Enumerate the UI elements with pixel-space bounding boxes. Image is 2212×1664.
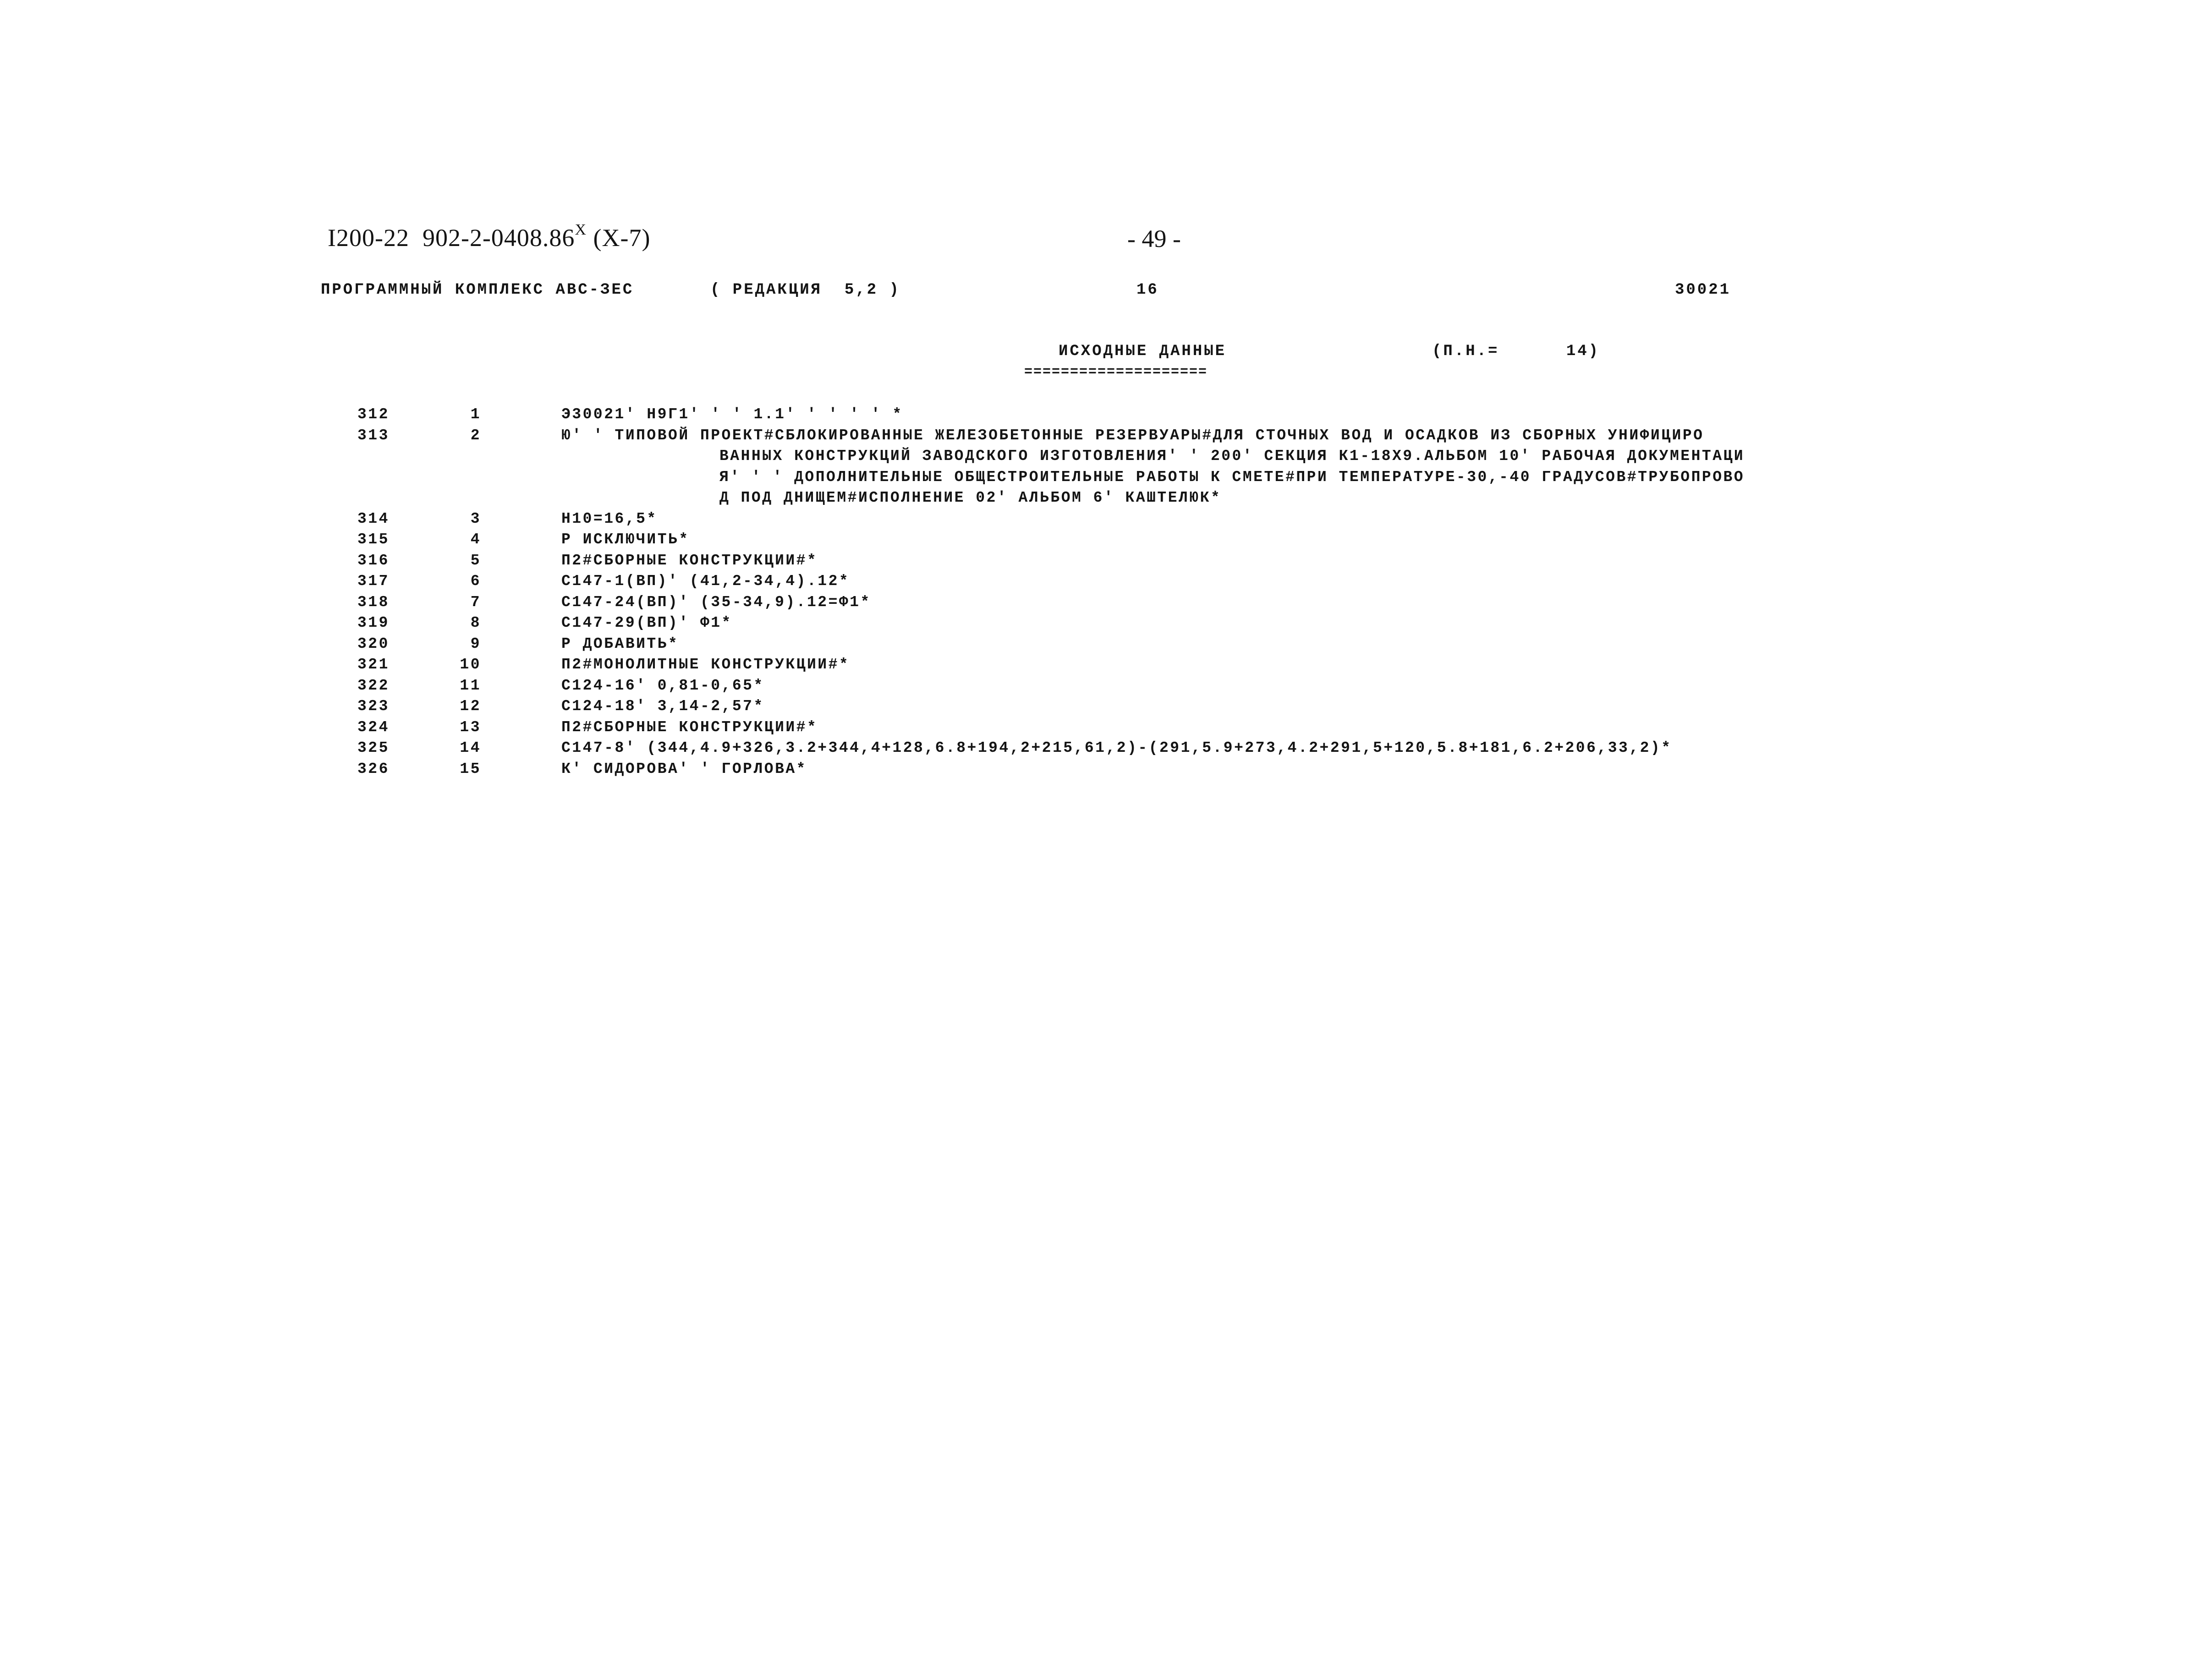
row-line-number: 325 bbox=[357, 739, 390, 756]
row-index: 13 bbox=[460, 718, 481, 736]
row-line-number: 319 bbox=[357, 614, 390, 631]
row-line-number: 313 bbox=[357, 427, 390, 444]
row-index: 15 bbox=[460, 760, 481, 777]
row-text: Н10=16,5* bbox=[561, 510, 658, 527]
row-text: Э30021' Н9Г1' ' ' 1.1' ' ' ' ' * bbox=[561, 406, 903, 423]
row-line-number: 318 bbox=[357, 593, 390, 611]
row-line-number: 317 bbox=[357, 573, 390, 590]
listing-row bbox=[0, 529, 2212, 550]
listing-row bbox=[0, 487, 2212, 509]
document-number-main: I200-22 902-2-0408.86 bbox=[328, 224, 575, 252]
row-index: 4 bbox=[470, 531, 481, 548]
listing-row bbox=[0, 592, 2212, 613]
row-line-number: 323 bbox=[357, 698, 390, 715]
row-text: П2#СБОРНЫЕ КОНСТРУКЦИИ#* bbox=[561, 718, 818, 736]
row-line-number: 326 bbox=[357, 760, 390, 777]
row-index: 12 bbox=[460, 698, 481, 715]
row-text: Р ИСКЛЮЧИТЬ* bbox=[561, 531, 690, 548]
row-text: С147-1(ВП)' (41,2-34,4).12* bbox=[561, 573, 850, 590]
section-pn: (П.Н.= 14) bbox=[1432, 343, 1600, 360]
program-redaction: ( РЕДАКЦИЯ 5,2 ) bbox=[710, 281, 900, 299]
document-number bbox=[328, 221, 651, 252]
row-line-number: 320 bbox=[357, 635, 390, 652]
row-line-number: 322 bbox=[357, 677, 390, 694]
row-text: П2#СБОРНЫЕ КОНСТРУКЦИИ#* bbox=[561, 552, 818, 569]
row-index: 11 bbox=[460, 677, 481, 694]
listing-row bbox=[0, 634, 2212, 655]
listing-row bbox=[0, 425, 2212, 446]
listing-row bbox=[0, 717, 2212, 738]
row-line-number: 324 bbox=[357, 718, 390, 736]
document-number-suffix: (X-7) bbox=[587, 224, 651, 252]
listing-row bbox=[0, 446, 2212, 467]
row-text: П2#МОНОЛИТНЫЕ КОНСТРУКЦИИ#* bbox=[561, 656, 850, 673]
row-text: С147-8' (344,4.9+326,3.2+344,4+128,6.8+194,2+215,61,2)-(291,5.9+273,4.2+291,5+120,5.8+181,6.2+206,33,2)* bbox=[561, 739, 1672, 756]
row-index: 14 bbox=[460, 739, 481, 756]
row-index: 2 bbox=[470, 427, 481, 444]
listing-row bbox=[0, 509, 2212, 530]
row-text: Р ДОБАВИТЬ* bbox=[561, 635, 679, 652]
listing-row bbox=[0, 467, 2212, 488]
listing-row bbox=[0, 404, 2212, 425]
row-text: Я' ' ' ДОПОЛНИТЕЛЬНЫЕ ОБЩЕСТРОИТЕЛЬНЫЕ РАБОТЫ К СМЕТЕ#ПРИ ТЕМПЕРАТУРЕ-30,-40 ГРАДУСОВ#ТРУБОПРОВО bbox=[719, 468, 1745, 486]
row-line-number: 315 bbox=[357, 531, 390, 548]
row-index: 5 bbox=[470, 552, 481, 569]
listing-row bbox=[0, 550, 2212, 571]
listing-row bbox=[0, 654, 2212, 675]
listing-row bbox=[0, 675, 2212, 696]
section-title: ИСХОДНЫЕ ДАННЫЕ bbox=[1059, 343, 1227, 360]
listing-rows bbox=[0, 404, 2212, 779]
listing-page: 16 bbox=[1136, 281, 1159, 299]
section-title-underline: ==================== bbox=[1024, 364, 1208, 380]
row-text: С147-24(ВП)' (35-34,9).12=Ф1* bbox=[561, 593, 871, 611]
listing-row bbox=[0, 571, 2212, 592]
listing-row bbox=[0, 613, 2212, 634]
row-index: 6 bbox=[470, 573, 481, 590]
row-index: 9 bbox=[470, 635, 481, 652]
row-index: 3 bbox=[470, 510, 481, 527]
row-line-number: 316 bbox=[357, 552, 390, 569]
listing-row bbox=[0, 759, 2212, 780]
listing-code: 30021 bbox=[1675, 281, 1731, 299]
row-text: С124-16' 0,81-0,65* bbox=[561, 677, 764, 694]
program-name: ПРОГРАММНЫЙ КОМПЛЕКС АВС-ЗЕС bbox=[321, 281, 634, 299]
row-line-number: 321 bbox=[357, 656, 390, 673]
page-number: - 49 - bbox=[1127, 225, 1181, 252]
row-index: 1 bbox=[470, 406, 481, 423]
document-number-sup: X bbox=[575, 221, 587, 238]
row-text: ВАННЫХ КОНСТРУКЦИЙ ЗАВОДСКОГО ИЗГОТОВЛЕНИЯ' ' 200' СЕКЦИЯ К1-18Х9.АЛЬБОМ 10' РАБОЧАЯ ДОКУМЕНТАЦИ bbox=[719, 448, 1745, 465]
listing-row bbox=[0, 696, 2212, 717]
row-line-number: 314 bbox=[357, 510, 390, 527]
row-text: К' СИДОРОВА' ' ГОРЛОВА* bbox=[561, 760, 807, 777]
row-text: Д ПОД ДНИЩЕМ#ИСПОЛНЕНИЕ 02' АЛЬБОМ 6' КАШТЕЛЮК* bbox=[719, 489, 1222, 506]
row-index: 10 bbox=[460, 656, 481, 673]
row-index: 7 bbox=[470, 593, 481, 611]
row-line-number: 312 bbox=[357, 406, 390, 423]
row-text: С147-29(ВП)' Ф1* bbox=[561, 614, 732, 631]
row-index: 8 bbox=[470, 614, 481, 631]
row-text: С124-18' 3,14-2,57* bbox=[561, 698, 764, 715]
row-text: Ю' ' ТИПОВОЙ ПРОЕКТ#СБЛОКИРОВАННЫЕ ЖЕЛЕЗОБЕТОННЫЕ РЕЗЕРВУАРЫ#ДЛЯ СТОЧНЫХ ВОД И ОСАДКОВ ИЗ СБОРНЫХ УНИФИЦИРО bbox=[561, 427, 1704, 444]
listing-row bbox=[0, 738, 2212, 759]
